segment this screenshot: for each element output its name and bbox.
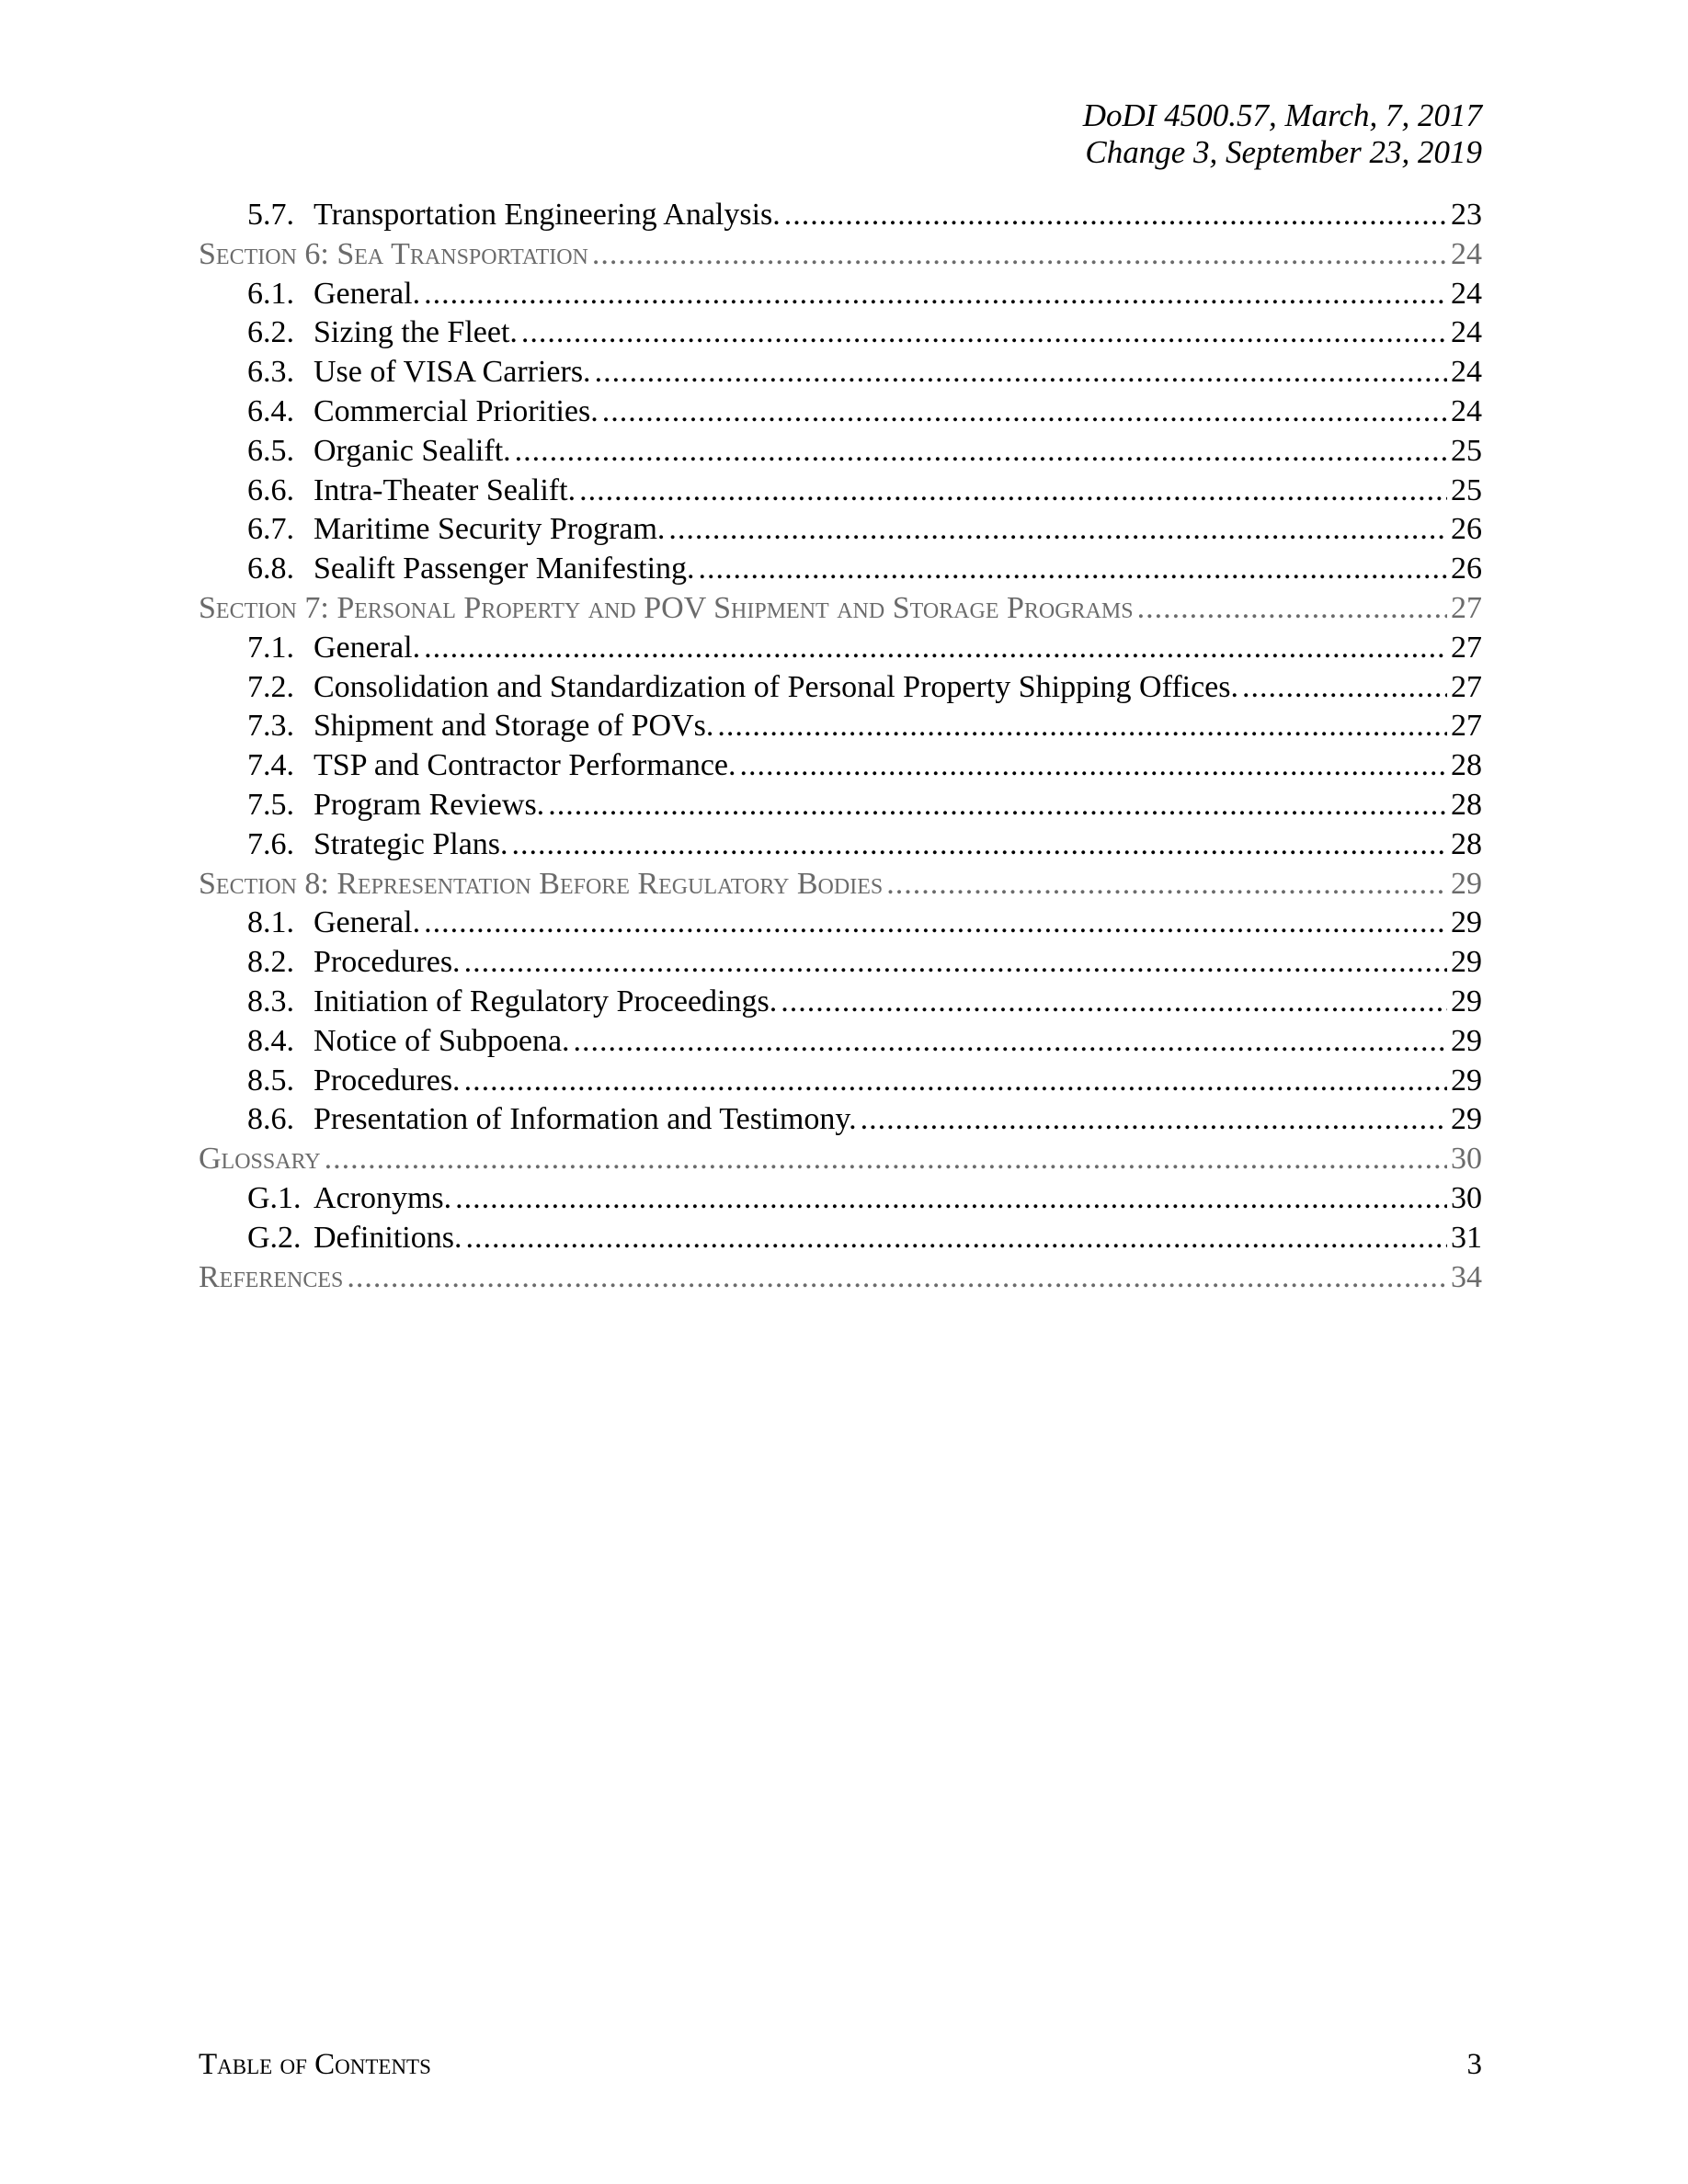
toc-entry-page-number: 29 bbox=[1451, 984, 1482, 1018]
toc-entry-page-number: 29 bbox=[1451, 945, 1482, 980]
toc-entry-number: 6.1. bbox=[247, 276, 294, 311]
toc-dot-leader bbox=[784, 196, 1447, 235]
toc-dot-leader bbox=[740, 746, 1448, 786]
toc-entry-title: Initiation of Regulatory Proceedings. bbox=[314, 984, 778, 1018]
toc-dot-leader bbox=[325, 1140, 1447, 1179]
toc-subsection-entry[interactable] bbox=[199, 1100, 1482, 1140]
toc-entry-number: 6.8. bbox=[247, 552, 294, 586]
toc-entry-page-number: 29 bbox=[1451, 1102, 1482, 1137]
toc-subsection-entry[interactable] bbox=[199, 196, 1482, 235]
toc-dot-leader bbox=[424, 904, 1447, 943]
toc-entry-title: Sealift Passenger Manifesting. bbox=[314, 552, 695, 586]
toc-entry-page-number: 24 bbox=[1451, 393, 1482, 428]
toc-entry-title: General. bbox=[314, 276, 421, 311]
toc-subsection-entry[interactable] bbox=[199, 313, 1482, 353]
toc-subsection-entry[interactable] bbox=[199, 1022, 1482, 1062]
toc-entry-title: Presentation of Information and Testimony. bbox=[314, 1102, 857, 1137]
document-header bbox=[1083, 97, 1482, 171]
toc-dot-leader bbox=[1137, 589, 1447, 629]
toc-entry-number: 8.6. bbox=[247, 1102, 294, 1137]
toc-entry-number: 6.7. bbox=[247, 512, 294, 547]
toc-entry-page-number: 24 bbox=[1451, 315, 1482, 350]
toc-entry-number: 7.1. bbox=[247, 630, 294, 665]
toc-subsection-entry[interactable] bbox=[199, 1062, 1482, 1101]
toc-entry-page-number: 27 bbox=[1451, 590, 1482, 625]
toc-dot-leader bbox=[465, 1219, 1447, 1258]
toc-dot-leader bbox=[424, 275, 1447, 314]
toc-subsection-entry[interactable] bbox=[199, 786, 1482, 825]
toc-entry-title: General. bbox=[314, 905, 421, 940]
toc-section-entry[interactable] bbox=[199, 235, 1482, 275]
toc-entry-title: Acronyms. bbox=[314, 1180, 452, 1215]
toc-entry-page-number: 24 bbox=[1451, 236, 1482, 271]
toc-entry-title: Transportation Engineering Analysis. bbox=[314, 198, 781, 232]
toc-subsection-entry[interactable] bbox=[199, 1219, 1482, 1258]
toc-dot-leader bbox=[861, 1100, 1447, 1140]
toc-entry-page-number: 23 bbox=[1451, 198, 1482, 232]
toc-subsection-entry[interactable] bbox=[199, 707, 1482, 746]
footer-label: Table of Contents bbox=[199, 2048, 431, 2081]
toc-entry-page-number: 31 bbox=[1451, 1220, 1482, 1255]
toc-dot-leader bbox=[592, 235, 1447, 275]
toc-dot-leader bbox=[579, 472, 1447, 511]
toc-entry-title: Section 8: Representation Before Regulatory Bodies bbox=[199, 866, 884, 901]
toc-entry-number: 8.5. bbox=[247, 1063, 294, 1098]
toc-entry-number: 7.3. bbox=[247, 709, 294, 744]
toc-section-entry[interactable] bbox=[199, 865, 1482, 904]
toc-entry-title: Section 7: Personal Property and POV Shipment and Storage Programs bbox=[199, 590, 1134, 625]
toc-dot-leader bbox=[464, 1062, 1447, 1101]
toc-dot-leader bbox=[464, 943, 1447, 983]
toc-entry-title: Consolidation and Standardization of Personal Property Shipping Offices. bbox=[314, 669, 1239, 704]
toc-entry-page-number: 28 bbox=[1451, 826, 1482, 861]
toc-dot-leader bbox=[548, 786, 1447, 825]
toc-entry-page-number: 29 bbox=[1451, 1023, 1482, 1058]
toc-entry-number: 7.2. bbox=[247, 669, 294, 704]
toc-entry-number: 6.2. bbox=[247, 315, 294, 350]
toc-entry-title: References bbox=[199, 1259, 344, 1294]
footer-page-number: 3 bbox=[1466, 2048, 1482, 2081]
toc-entry-page-number: 28 bbox=[1451, 787, 1482, 822]
toc-subsection-entry[interactable] bbox=[199, 904, 1482, 943]
toc-entry-page-number: 26 bbox=[1451, 512, 1482, 547]
toc-entry-page-number: 27 bbox=[1451, 709, 1482, 744]
toc-subsection-entry[interactable] bbox=[199, 943, 1482, 983]
toc-dot-leader bbox=[347, 1258, 1447, 1298]
toc-entry-number: G.2. bbox=[247, 1220, 302, 1255]
toc-entry-number: 6.5. bbox=[247, 433, 294, 468]
toc-entry-title: Procedures. bbox=[314, 1063, 461, 1098]
toc-entry-number: 8.1. bbox=[247, 905, 294, 940]
toc-entry-title: TSP and Contractor Performance. bbox=[314, 748, 736, 783]
toc-entry-title: Maritime Security Program. bbox=[314, 512, 666, 547]
toc-dot-leader bbox=[717, 707, 1447, 746]
toc-entry-number: 7.6. bbox=[247, 826, 294, 861]
toc-subsection-entry[interactable] bbox=[199, 472, 1482, 511]
toc-dot-leader bbox=[512, 825, 1447, 865]
toc-dot-leader bbox=[602, 392, 1447, 432]
toc-entry-title: Commercial Priorities. bbox=[314, 393, 599, 428]
toc-entry-number: 7.4. bbox=[247, 748, 294, 783]
toc-entry-number: 8.2. bbox=[247, 945, 294, 980]
toc-entry-number: 8.3. bbox=[247, 984, 294, 1018]
toc-entry-title: Glossary bbox=[199, 1142, 321, 1177]
toc-section-entry[interactable] bbox=[199, 589, 1482, 629]
toc-entry-number: 6.3. bbox=[247, 355, 294, 390]
toc-dot-leader bbox=[1242, 668, 1447, 708]
toc-entry-page-number: 24 bbox=[1451, 276, 1482, 311]
toc-entry-number: G.1. bbox=[247, 1180, 302, 1215]
toc-subsection-entry[interactable] bbox=[199, 668, 1482, 708]
toc-entry-page-number: 30 bbox=[1451, 1180, 1482, 1215]
toc-subsection-entry[interactable] bbox=[199, 353, 1482, 392]
toc-dot-leader bbox=[668, 510, 1447, 550]
toc-entry-title: General. bbox=[314, 630, 421, 665]
toc-entry-number: 6.6. bbox=[247, 472, 294, 507]
header-document-id: DoDI 4500.57, March, 7, 2017 bbox=[1082, 97, 1482, 133]
table-of-contents bbox=[199, 196, 1482, 1297]
toc-entry-number: 8.4. bbox=[247, 1023, 294, 1058]
toc-dot-leader bbox=[574, 1022, 1447, 1062]
toc-subsection-entry[interactable] bbox=[199, 510, 1482, 550]
toc-subsection-entry[interactable] bbox=[199, 746, 1482, 786]
toc-entry-page-number: 29 bbox=[1451, 1063, 1482, 1098]
toc-section-entry[interactable] bbox=[199, 1140, 1482, 1179]
toc-entry-page-number: 34 bbox=[1451, 1259, 1482, 1294]
toc-subsection-entry[interactable] bbox=[199, 432, 1482, 472]
toc-entry-page-number: 25 bbox=[1451, 433, 1482, 468]
toc-entry-title: Section 6: Sea Transportation bbox=[199, 236, 588, 271]
page-footer bbox=[199, 2046, 1482, 2083]
toc-entry-page-number: 29 bbox=[1451, 866, 1482, 901]
toc-subsection-entry[interactable] bbox=[199, 550, 1482, 589]
toc-entry-number: 7.5. bbox=[247, 787, 294, 822]
toc-entry-page-number: 25 bbox=[1451, 472, 1482, 507]
toc-entry-title: Shipment and Storage of POVs. bbox=[314, 709, 714, 744]
toc-entry-title: Definitions. bbox=[314, 1220, 462, 1255]
header-change-date: Change 3, September 23, 2019 bbox=[1085, 134, 1482, 170]
toc-dot-leader bbox=[424, 629, 1447, 668]
toc-dot-leader bbox=[515, 432, 1447, 472]
toc-subsection-entry[interactable] bbox=[199, 983, 1482, 1022]
toc-entry-page-number: 26 bbox=[1451, 552, 1482, 586]
toc-subsection-entry[interactable] bbox=[199, 392, 1482, 432]
toc-entry-number: 5.7. bbox=[247, 198, 294, 232]
toc-dot-leader bbox=[886, 865, 1447, 904]
toc-entry-title: Procedures. bbox=[314, 945, 461, 980]
toc-dot-leader bbox=[781, 983, 1447, 1022]
toc-entry-title: Sizing the Fleet. bbox=[314, 315, 518, 350]
toc-subsection-entry[interactable] bbox=[199, 629, 1482, 668]
toc-entry-title: Use of VISA Carriers. bbox=[314, 355, 591, 390]
toc-entry-page-number: 27 bbox=[1451, 669, 1482, 704]
toc-dot-leader bbox=[455, 1179, 1447, 1219]
toc-entry-page-number: 27 bbox=[1451, 630, 1482, 665]
toc-entry-number: 6.4. bbox=[247, 393, 294, 428]
toc-dot-leader bbox=[699, 550, 1447, 589]
toc-entry-title: Notice of Subpoena. bbox=[314, 1023, 570, 1058]
toc-subsection-entry[interactable] bbox=[199, 1179, 1482, 1219]
toc-subsection-entry[interactable] bbox=[199, 825, 1482, 865]
toc-entry-page-number: 29 bbox=[1451, 905, 1482, 940]
toc-section-entry[interactable] bbox=[199, 1258, 1482, 1298]
toc-dot-leader bbox=[595, 353, 1447, 392]
toc-entry-title: Organic Sealift. bbox=[314, 433, 511, 468]
toc-entry-page-number: 28 bbox=[1451, 748, 1482, 783]
toc-entry-title: Intra-Theater Sealift. bbox=[314, 472, 576, 507]
toc-entry-page-number: 24 bbox=[1451, 355, 1482, 390]
toc-subsection-entry[interactable] bbox=[199, 275, 1482, 314]
toc-entry-title: Program Reviews. bbox=[314, 787, 545, 822]
toc-entry-title: Strategic Plans. bbox=[314, 826, 508, 861]
toc-dot-leader bbox=[521, 313, 1447, 353]
toc-entry-page-number: 30 bbox=[1451, 1142, 1482, 1177]
